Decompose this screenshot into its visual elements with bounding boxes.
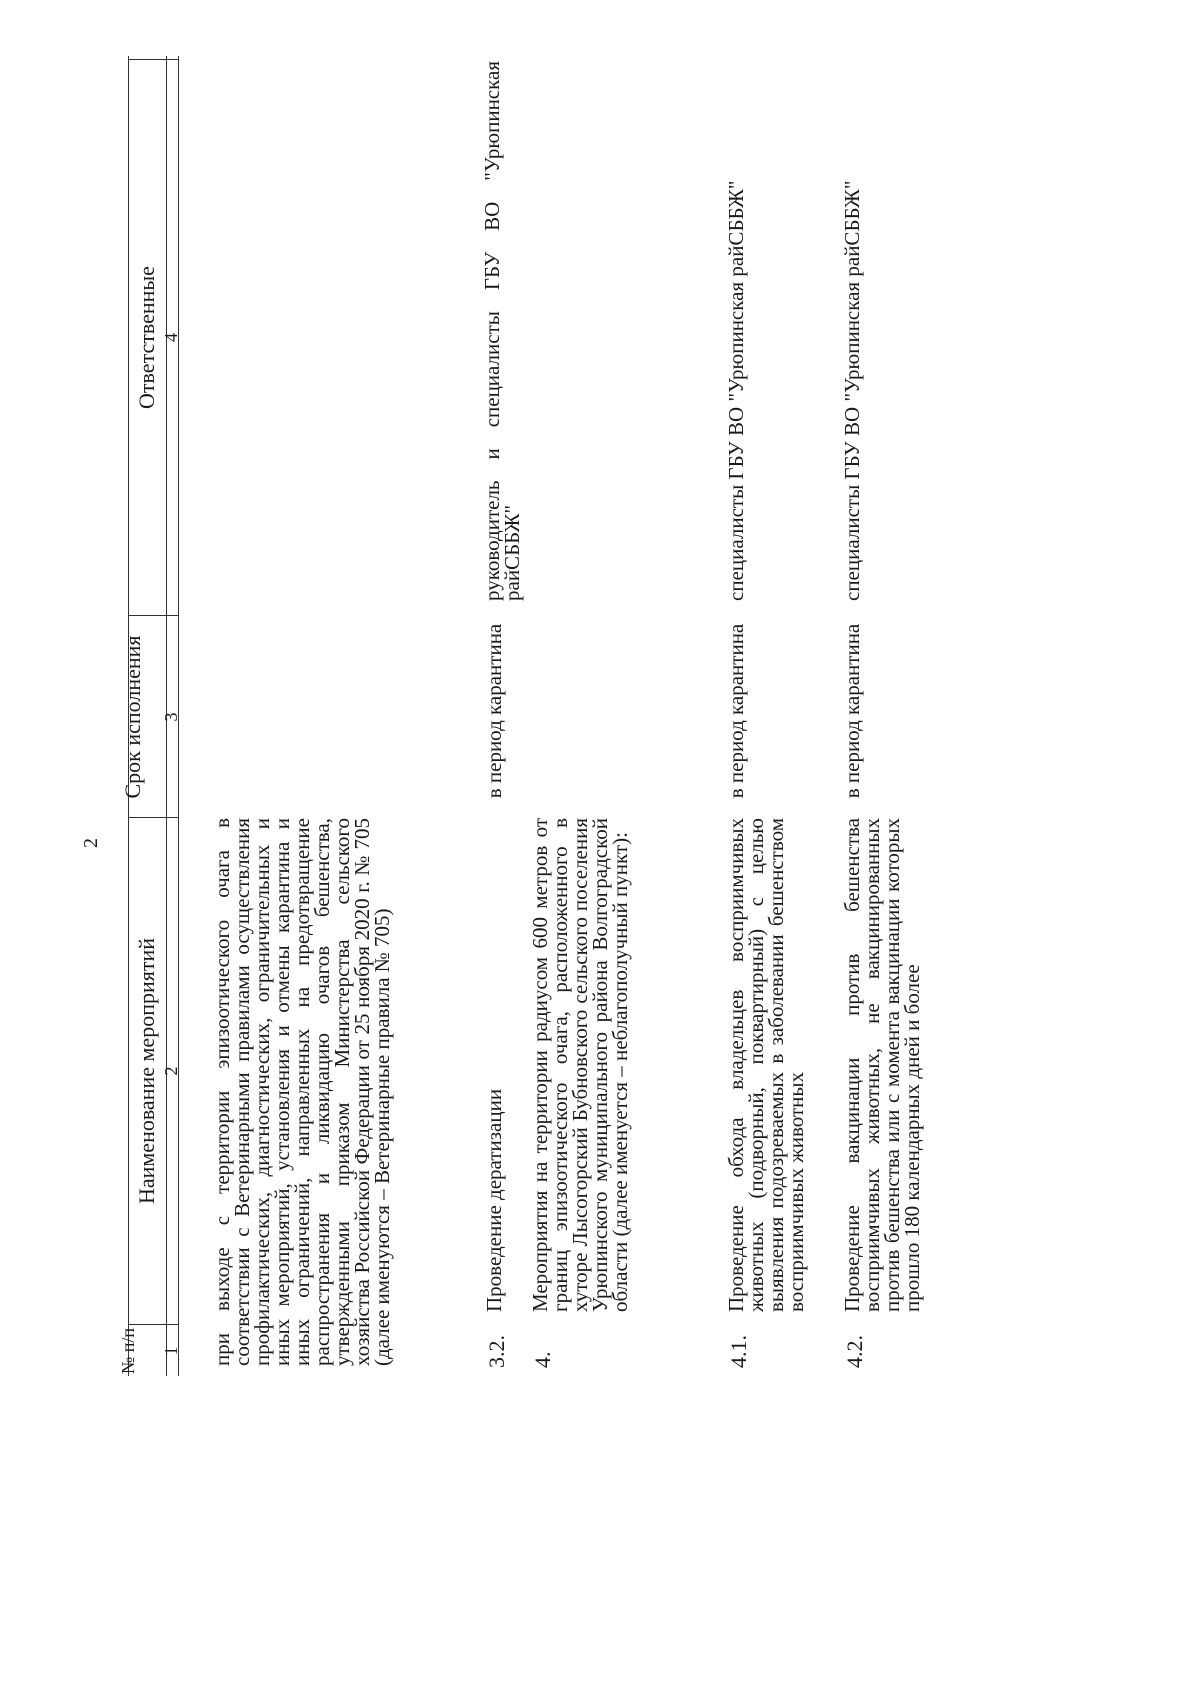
table-row-3-num: 4.1.	[726, 1335, 751, 1368]
header-deadline: Срок исполнения	[120, 635, 145, 799]
page-number: 2	[80, 838, 102, 848]
column-number-4: 4	[161, 333, 181, 342]
table-row-3-deadline: в период карантина	[724, 623, 748, 799]
table-row-1-num: 3.2.	[484, 1335, 509, 1368]
column-number-1: 1	[161, 1346, 181, 1356]
table-row-2-name: Мероприятия на территории радиусом 600 метров от границ эпизоотического очага, расположенного в хуторе Лысогорский Бубновского сельского поселения Урюпинского муниципального района Волгоградской области (далее именуется – неблагополучный пункт):	[528, 818, 632, 1312]
header-num: № п/п	[118, 1328, 138, 1374]
table-row-1-responsible: руководитель и специалисты ГБУ ВО "Урюпинская райСББЖ"	[480, 61, 524, 601]
table-row-3-responsible: специалисты ГБУ ВО "Урюпинская райСББЖ"	[724, 180, 748, 601]
table-row-3-name: Проведение обхода владельцев восприимчивых животных (подворный, поквартирный) с целью выявления подозреваемых в заболевании бешенством восприимчивых животных	[724, 818, 808, 1312]
table-row-4-responsible: специалисты ГБУ ВО "Урюпинская райСББЖ"	[840, 180, 864, 601]
table-row-1-name: Проведение дератизации	[482, 1088, 506, 1312]
header-name: Наименование мероприятий	[134, 937, 159, 1205]
table-row-0-name: при выходе с территории эпизоотического очага в соответствии с Ветеринарными правилами осуществления профилактических, диагностических, ограничительных и иных мероприятий, установления и отмены карантина и иных ограничений, направленных на предотвращение распространения и ликвидацию очагов бешенства, утвержденными приказом Министерства сельского хозяйства Российской Федерации от 25 ноября 2020 г. № 705 (далее именуются – Ветеринарные правила № 705)	[210, 818, 394, 1366]
table-row-1-deadline: в период карантина	[482, 623, 506, 799]
header-divider-1	[128, 1324, 178, 1325]
table-row-4-name: Проведение вакцинации против бешенства восприимчивых животных, не вакцинированных против бешенства или с момента вакцинации которых прошло 180 календарных дней и более	[840, 818, 924, 1312]
header-responsible: Ответственные	[134, 266, 159, 409]
table-row-4-num: 4.2.	[842, 1335, 867, 1368]
table-row-4-deadline: в период карантина	[840, 623, 864, 799]
header-divider-3	[128, 615, 178, 616]
column-number-3: 3	[161, 712, 181, 722]
table-row-2-num: 4.	[530, 1351, 555, 1368]
column-number-2: 2	[161, 1066, 181, 1076]
